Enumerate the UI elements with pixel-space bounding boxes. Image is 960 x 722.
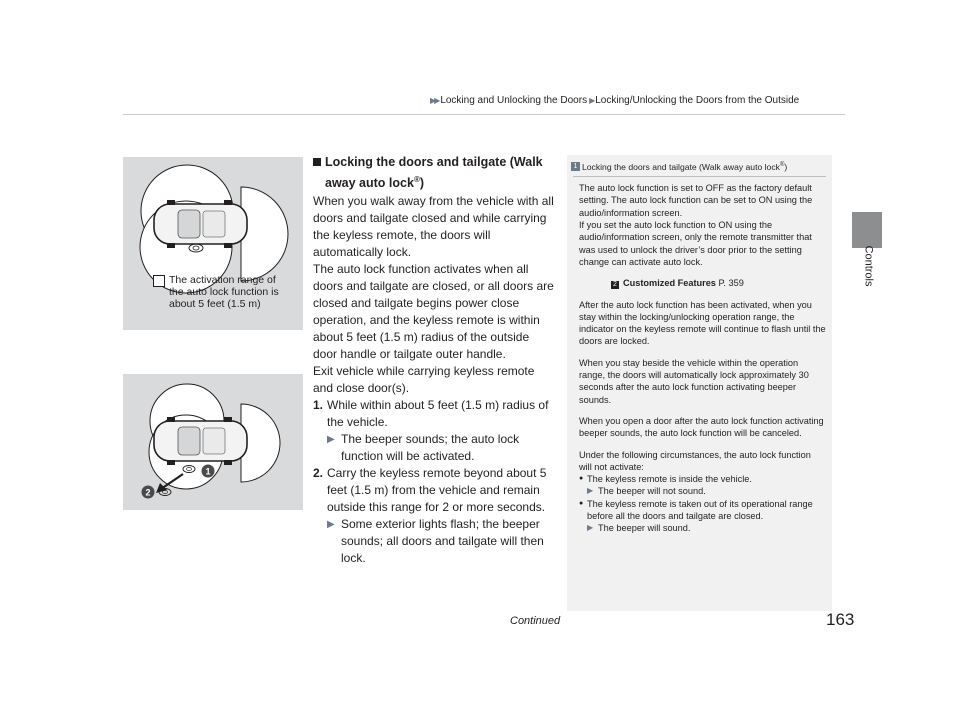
breadcrumb-arrow-icon: ▶▶ — [430, 96, 439, 105]
note-paragraph: Under the following circumstances, the auto lock function will not activate: — [579, 449, 811, 472]
cross-reference-link[interactable]: 2 Customized Features P. 359 — [579, 277, 826, 289]
breadcrumb — [430, 95, 799, 106]
step-item: 2. Carry the keyless remote beyond about 5 feet (1.5 m) from the vehicle and remain outside this range for 2 or more seconds. — [313, 466, 547, 515]
step-marker-2-label: 2 — [145, 487, 151, 498]
activation-range-figure — [123, 157, 303, 330]
note-bullet-result: ▶ The beeper will sound. — [587, 523, 691, 534]
result-arrow-icon: ▶ — [327, 434, 332, 446]
note-title: 1 Locking the doors and tailgate (Walk away auto lock®) — [567, 155, 832, 173]
walk-away-figure — [123, 374, 303, 510]
range-legend-icon — [153, 275, 165, 287]
cross-reference-icon: 2 — [611, 281, 619, 289]
step-item: 1. While within about 5 feet (1.5 m) radius of the vehicle. — [313, 398, 549, 430]
chapter-tab-label[interactable]: Controls — [862, 245, 874, 287]
step-marker-1 — [202, 465, 215, 478]
walk-away-diagram — [123, 374, 303, 510]
continued-label: Continued — [510, 615, 561, 627]
note-panel — [567, 155, 832, 611]
note-number-icon: 1 — [571, 162, 580, 171]
intro-paragraph: Exit vehicle while carrying keyless remote and close door(s). — [313, 364, 535, 396]
page-number: 163 — [826, 610, 855, 629]
step-marker-1-label: 1 — [205, 466, 211, 477]
intro-paragraph: The auto lock function activates when all doors and tailgate are closed, or all doors are closed and tailgate begins power close operation, and the keyless remote is within about 5 feet (1.5 m) radius of the outside door handle or tailgate outer handle. — [313, 262, 554, 362]
main-column — [313, 154, 555, 567]
result-arrow-icon: ▶ — [327, 519, 332, 531]
result-arrow-icon: ▶ — [587, 486, 592, 496]
note-paragraph: The auto lock function is set to OFF as the factory default setting. The auto lock function can be set to ON using the audio/information screen. If you set the auto lock function to ON using the audio/information screen, only the remote transmitter that was used to unlock the driver’s door prior to the setting change can activate auto lock. — [579, 183, 813, 267]
figure-caption: The activation range of the auto lock function is about 5 feet (1.5 m) — [169, 274, 279, 310]
note-paragraph: After the auto lock function has been activated, when you stay within the locking/unlocking operation range, the indicator on the keyless remote will continue to flash until the doors are locked. — [579, 299, 826, 347]
breadcrumb-item[interactable]: Locking/Unlocking the Doors from the Outside — [595, 95, 800, 106]
note-bullet: ● The keyless remote is inside the vehicle. — [579, 473, 826, 485]
note-bullet-result: ▶ The beeper will not sound. — [587, 486, 706, 497]
breadcrumb-item[interactable]: Locking and Unlocking the Doors — [440, 95, 588, 106]
car-icon — [154, 200, 247, 248]
step-result: ▶ The beeper sounds; the auto lock function will be activated. — [327, 432, 520, 464]
breadcrumb-arrow-icon: ▶ — [589, 96, 594, 105]
intro-paragraph: When you walk away from the vehicle with all doors and tailgate closed and while carrying the keyless remote, the doors will automatically lock. — [313, 194, 554, 260]
car-icon — [154, 417, 247, 465]
note-bullet: ● The keyless remote is taken out of its operational range before all the doors and tailgate are closed. — [579, 498, 826, 523]
note-paragraph: When you stay beside the vehicle within the operation range, the doors will automatically lock approximately 30 seconds after the auto lock function activating beeper sounds. — [579, 357, 809, 405]
header-divider — [123, 114, 845, 115]
result-arrow-icon: ▶ — [587, 523, 592, 533]
step-result: ▶ Some exterior lights flash; the beeper sounds; all doors and tailgate will then lock. — [327, 517, 544, 566]
section-title: Locking the doors and tailgate (Walk away auto lock®) — [313, 154, 555, 192]
note-paragraph: When you open a door after the auto lock function activating beeper sounds, the auto lock function will be canceled. — [579, 415, 824, 439]
section-bullet-icon — [313, 158, 321, 166]
step-marker-2 — [142, 486, 155, 499]
